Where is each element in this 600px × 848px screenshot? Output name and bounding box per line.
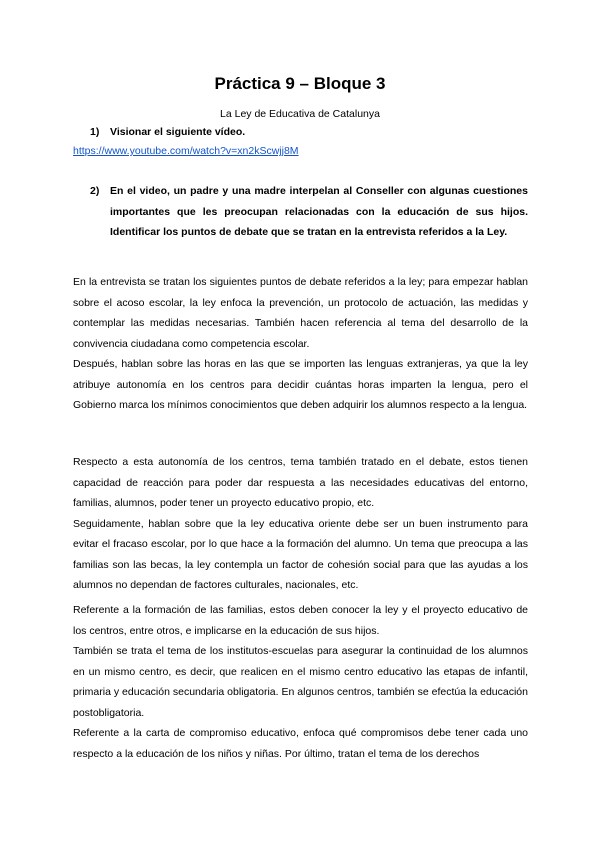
question-1-number: 1) — [90, 126, 100, 138]
paragraph: Referente a la carta de compromiso educativo, enfoca qué compromisos debe tener cada uno respecto a la educación de los niños y niñas. Por último, tratan el tema de los derechos — [73, 727, 528, 760]
answer-block-1 — [73, 272, 528, 416]
page-title: Práctica 9 – Bloque 3 — [214, 74, 386, 93]
paragraph: Referente a la formación de las familias, estos deben conocer la ley y el proyecto educativo de los centros, entre otros, e implicarse en la educación de sus hijos. — [73, 604, 528, 637]
paragraph: También se trata el tema de los institutos-escuelas para asegurar la continuidad de los alumnos en un mismo centro, es decir, que realicen en el mismo centro educativo las etapas de infantil, primaria y educación secundaria obligatoria. En algunos centros, también se efectúa la educación postobligatoria. — [73, 645, 528, 719]
video-link[interactable]: https://www.youtube.com/watch?v=xn2kScwjj8M — [73, 145, 299, 157]
paragraph: Seguidamente, hablan sobre que la ley educativa oriente debe ser un buen instrumento para evitar el fracaso escolar, por lo que hace a la formación del alumno. Un tema que preocupa a las familias son las becas, la ley contempla un factor de cohesión social para que las ayudas a los alumnos no dependan de factores culturales, nacionales, etc. — [73, 517, 528, 591]
paragraph: En la entrevista se tratan los siguientes puntos de debate referidos a la ley; para empezar hablan sobre el acoso escolar, la ley enfoca la prevención, un protocolo de actuación, las medidas y contemplar las medidas necesarias. También hacen referencia al tema del desarrollo de la convivencia ciudadana como competencia escolar. — [73, 276, 528, 350]
question-2-text: En el video, un padre y una madre interpelan al Conseller con algunas cuestiones importantes que les preocupan relacionadas con la educación de sus hijos. Identificar los puntos de debate que se tratan en la entrevista referidos a la Ley. — [110, 185, 528, 238]
question-1 — [90, 126, 245, 138]
answer-block-3 — [73, 600, 528, 764]
answer-block-2 — [73, 452, 528, 596]
page-subtitle: La Ley de Educativa de Catalunya — [220, 108, 380, 120]
question-2 — [90, 181, 528, 243]
paragraph: Respecto a esta autonomía de los centros, tema también tratado en el debate, estos tienen capacidad de reacción para poder dar respuesta a las necesidades educativas del entorno, familias, alumnos, poder tener un proyecto educativo propio, etc. — [73, 456, 528, 509]
question-1-text: Visionar el siguiente vídeo. — [110, 126, 246, 138]
paragraph: Después, hablan sobre las horas en las que se importen las lenguas extranjeras, ya que la ley atribuye autonomía en los centros para decidir cuántas horas imparten la lengua, pero el Gobierno marca los mínimos conocimientos que deben adquirir los alumnos respecto a la lengua. — [73, 358, 528, 411]
question-2-number: 2) — [90, 185, 100, 197]
